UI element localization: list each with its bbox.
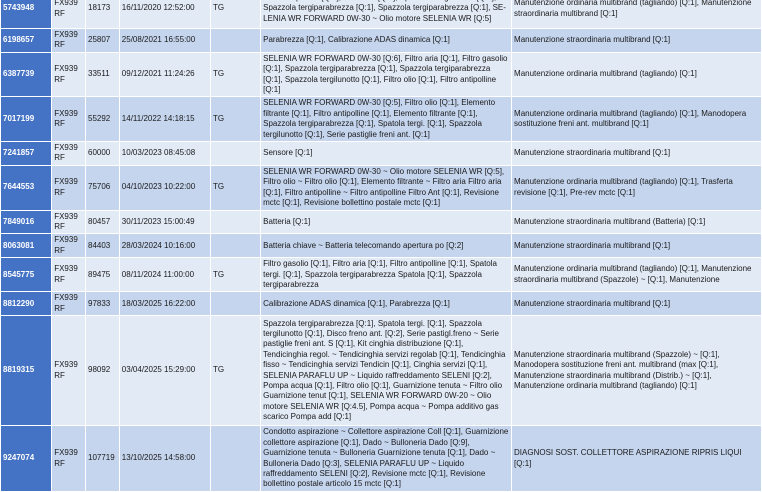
date-cell: 14/11/2022 14:18:15 <box>119 97 210 142</box>
parts-cell: SELENIA WR FORWARD 0W-30 [Q:6], Filtro aria [Q:1], Filtro gasolio [Q:1], Spazzola tergiparabrezza [Q:1], Spazzola tergiparabrezza [Q:1], Spazzola tergilunotto [Q:1], Filtro olio [Q:1], Filtro antipolline [Q:1] <box>261 52 512 97</box>
table-row[interactable] <box>1 97 762 142</box>
work-cell: Manutenzione straordinaria multibrand (Batteria) [Q:1] <box>512 210 762 234</box>
plate-cell: FX939RF <box>52 258 86 292</box>
km-cell: 80457 <box>86 210 120 234</box>
km-cell: 25807 <box>86 29 120 53</box>
row-id-cell: 7849016 <box>1 210 52 234</box>
type-cell <box>210 142 260 166</box>
work-cell: Manutenzione straordinaria multibrand (Spazzole) ~ [Q:1], Manodopera sostituzione freni ant. multibrand (max [Q:1], Manutenzione straordinaria multibrand (Distrib.) ~ [Q:1], Manutenzione ordinaria multibrand (tagliando) [Q:1] <box>512 316 762 426</box>
date-cell: 16/11/2020 12:52:00 <box>119 0 210 29</box>
work-cell: Manutenzione ordinaria multibrand (tagliando) [Q:1], Manutenzione straordinaria multibrand [Q:1] <box>512 0 762 29</box>
date-cell: 10/03/2023 08:45:08 <box>119 142 210 166</box>
date-cell: 13/10/2025 14:58:00 <box>119 426 210 492</box>
row-id-cell: 7644553 <box>1 165 52 210</box>
table-row[interactable] <box>1 426 762 492</box>
type-cell: TG <box>210 316 260 426</box>
row-id-cell: 8545775 <box>1 258 52 292</box>
table-row[interactable] <box>1 0 762 29</box>
date-cell: 04/10/2023 10:22:00 <box>119 165 210 210</box>
work-cell: Manutenzione straordinaria multibrand [Q:1] <box>512 29 762 53</box>
km-cell: 98092 <box>86 316 120 426</box>
row-id-cell: 7241857 <box>1 142 52 166</box>
date-cell: 08/11/2024 11:00:00 <box>119 258 210 292</box>
type-cell <box>210 234 260 258</box>
plate-cell: FX939RF <box>52 29 86 53</box>
table-row[interactable] <box>1 165 762 210</box>
type-cell <box>210 210 260 234</box>
km-cell: 55292 <box>86 97 120 142</box>
work-cell: Manutenzione straordinaria multibrand [Q:1] <box>512 142 762 166</box>
type-cell <box>210 29 260 53</box>
type-cell <box>210 292 260 316</box>
work-cell: Manutenzione straordinaria multibrand [Q:1] <box>512 292 762 316</box>
row-id-cell: 8819315 <box>1 316 52 426</box>
table-row[interactable] <box>1 29 762 53</box>
type-cell: TG <box>210 97 260 142</box>
plate-cell: FX939RF <box>52 0 86 29</box>
km-cell: 33511 <box>86 52 120 97</box>
row-id-cell: 9247074 <box>1 426 52 492</box>
row-id-cell: 5743948 <box>1 0 52 29</box>
km-cell: 60000 <box>86 142 120 166</box>
row-id-cell: 6198657 <box>1 29 52 53</box>
plate-cell: FX939RF <box>52 165 86 210</box>
parts-cell: Sensore [Q:1] <box>261 142 512 166</box>
parts-cell: SELENIA WR FORWARD 0W-30 [Q:5], Filtro olio [Q:1], Elemento filtrante [Q:1], Filtro antipolline [Q:1], Elemento filtrante [Q:1], Spazzola tergiparabrezza [Q:1], Spatola tergi. [Q:1], Spazzola tergilunotto [Q:1], Serie pastiglie freni ant. [Q:1] <box>261 97 512 142</box>
type-cell: TG <box>210 52 260 97</box>
km-cell: 18173 <box>86 0 120 29</box>
table-row[interactable] <box>1 142 762 166</box>
parts-cell: Batteria chiave ~ Batteria telecomando apertura po [Q:2] <box>261 234 512 258</box>
parts-cell: Batteria [Q:1] <box>261 210 512 234</box>
type-cell: TG <box>210 0 260 29</box>
date-cell: 18/03/2025 16:22:00 <box>119 292 210 316</box>
table-row[interactable] <box>1 52 762 97</box>
table-row[interactable] <box>1 316 762 426</box>
row-id-cell: 8063081 <box>1 234 52 258</box>
table-row[interactable] <box>1 292 762 316</box>
plate-cell: FX939RF <box>52 210 86 234</box>
row-id-cell: 6387739 <box>1 52 52 97</box>
plate-cell: FX939RF <box>52 292 86 316</box>
plate-cell: FX939RF <box>52 52 86 97</box>
date-cell: 30/11/2023 15:00:49 <box>119 210 210 234</box>
row-id-cell: 8812290 <box>1 292 52 316</box>
work-cell: Manutenzione ordinaria multibrand (tagliando) [Q:1], Manutenzione straordinaria multibrand (Spazzole) ~ [Q:1], Manutenzione <box>512 258 762 292</box>
type-cell: TG <box>210 165 260 210</box>
work-cell: DIAGNOSI SOST. COLLETTORE ASPIRAZIONE RIPRIS LIQUI [Q:1] <box>512 426 762 492</box>
parts-cell: Filtro gasolio [Q:1], Filtro aria [Q:1], Filtro antipolline [Q:1], Spatola tergi. [Q:1], Spazzola tergiparabrezza Spatola [Q:1], Spazzola tergiparabrezza <box>261 258 512 292</box>
work-cell: Manutenzione ordinaria multibrand (tagliando) [Q:1], Manodopera sostituzione freni ant. multibrand [Q:1] <box>512 97 762 142</box>
date-cell: 28/03/2024 10:16:00 <box>119 234 210 258</box>
plate-cell: FX939RF <box>52 316 86 426</box>
date-cell: 03/04/2025 15:29:00 <box>119 316 210 426</box>
date-cell: 25/08/2021 16:55:00 <box>119 29 210 53</box>
parts-cell: SELENIA WR FORWARD 0W-30 ~ Olio motore SELENIA WR [Q:5], Filtro olio ~ Filtro olio [Q:1], Elemento filtrante ~ Filtro aria Filtro aria [Q:1], Filtro antipolline ~ Filtro antipolline Filtro Ant [Q:1], Revisione mctc [Q:1], Revisione bollettino postale mctc [Q:1] <box>261 165 512 210</box>
plate-cell: FX939RF <box>52 142 86 166</box>
date-cell: 09/12/2021 11:24:26 <box>119 52 210 97</box>
work-cell: Manutenzione ordinaria multibrand (tagliando) [Q:1] <box>512 52 762 97</box>
km-cell: 107719 <box>86 426 120 492</box>
plate-cell: FX939RF <box>52 426 86 492</box>
work-cell: Manutenzione straordinaria multibrand [Q:1] <box>512 234 762 258</box>
work-cell: Manutenzione ordinaria multibrand (tagliando) [Q:1], Trasferta revisione [Q:1], Pre-rev mctc [Q:1] <box>512 165 762 210</box>
type-cell <box>210 426 260 492</box>
plate-cell: FX939RF <box>52 234 86 258</box>
row-id-cell: 7017199 <box>1 97 52 142</box>
km-cell: 97833 <box>86 292 120 316</box>
table-row[interactable] <box>1 258 762 292</box>
parts-cell: Spazzola tergiparabrezza [Q:1], Spazzola tergiparabrezza [Q:1], SE-LENIA WR FORWARD 0W-30 ~ Olio motore SELENIA WR [Q:5] <box>261 0 512 29</box>
parts-cell: Condotto aspirazione ~ Collettore aspirazione Coll [Q:1], Guarnizione collettore aspirazione [Q:1], Dado ~ Bulloneria Dado [Q:9], Guarnizione tenuta ~ Bulloneria Guarnizione tenuta [Q:1], Dado ~ Bulloneria Dado [Q:3], SELENIA PARAFLU UP ~ Liquido raffreddamento SELENI [Q:2], Revisione mctc [Q:1], Revisione bollettino postale articolo 15 mctc [Q:1] <box>261 426 512 492</box>
km-cell: 89475 <box>86 258 120 292</box>
parts-cell: Spazzola tergiparabrezza [Q:1], Spatola tergi. [Q:1], Spazzola tergilunotto [Q:1], Disco freno ant. [Q:2], Serie pastigl.freno ~ Serie pastiglie freni ant. S [Q:1], Kit cinghia distribuzione [Q:1], Tendicinghia regol. ~ Tendicinghia servizi regolab [Q:1], Tendicinghia fisso ~ Tendicinghia servizi Tendicin [Q:1], Cinghia servizi [Q:1], SELENIA PARAFLU UP ~ Liquido raffreddamento SELENI [Q:2], Pompa acqua [Q:1], Filtro olio [Q:1], Guarnizione tenuta ~ Filtro olio Guarnizione tenut [Q:1], SELENIA WR FORWARD 0W-20 ~ Olio motore SELENIA WR [Q:4.5], Pompa acqua ~ Pompa additivo gas scarico Pompa add [Q:1] <box>261 316 512 426</box>
type-cell: TG <box>210 258 260 292</box>
table-row[interactable] <box>1 234 762 258</box>
km-cell: 84403 <box>86 234 120 258</box>
parts-cell: Calibrazione ADAS dinamica [Q:1], Parabrezza [Q:1] <box>261 292 512 316</box>
km-cell: 75706 <box>86 165 120 210</box>
plate-cell: FX939RF <box>52 97 86 142</box>
table-row[interactable] <box>1 210 762 234</box>
parts-cell: Parabrezza [Q:1], Calibrazione ADAS dinamica [Q:1] <box>261 29 512 53</box>
